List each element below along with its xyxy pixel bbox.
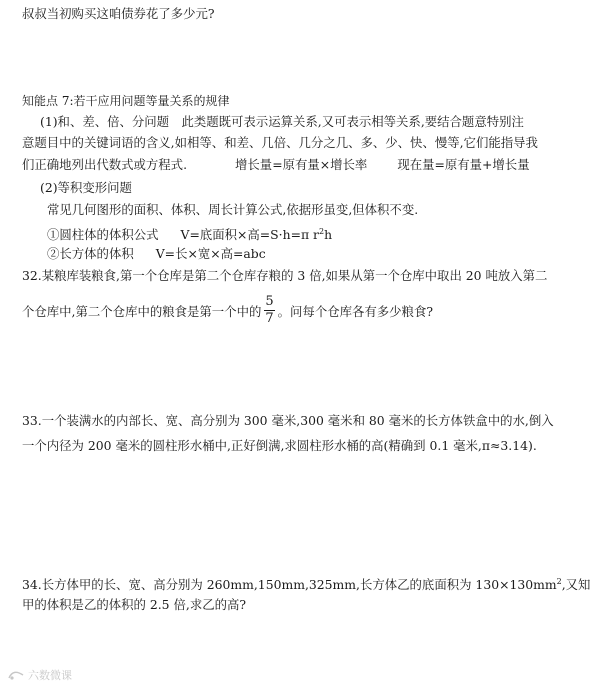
question-34-line1: 34.长方体甲的长、宽、高分别为 260mm,150mm,325mm,长方体乙的底面积为 $130\times 130mm^2$,又知 xyxy=(22,577,590,593)
knowledge-point-7-title: 知能点 7:若干应用问题等量关系的规律 xyxy=(22,94,230,108)
kp7-para1-line3 xyxy=(22,157,530,173)
kp7-para1-line3-text: 们正确地列出代数式或方程式. xyxy=(22,157,188,172)
cylinder-volume-row xyxy=(47,224,332,243)
kp7-para1-line2: 意题目中的关键词语的含义,如相等、和差、几倍、几分之几、多、少、快、慢等,它们能指导我 xyxy=(22,135,538,150)
cuboid-volume-label: ②长方体的体积 xyxy=(47,246,134,261)
cylinder-volume-label: ①圆柱体的体积公式 xyxy=(47,227,159,243)
question-34-line2: 甲的体积是乙的体积的 2.5 倍,求乙的高? xyxy=(22,597,247,612)
question-32-line2: 个仓库中,第二个仓库中的粮食是第一个中的 $\frac{5}{7}$ 。问每个仓库各有多少粮食? xyxy=(22,294,433,326)
kp7-para1-line1: (1)和、差、倍、分问题 此类题既可表示运算关系,又可表示相等关系,要结合题意特别注 xyxy=(40,114,524,129)
watermark xyxy=(8,667,72,683)
watermark-text: 六数微课 xyxy=(28,669,72,682)
cylinder-volume-formula: V=底面积×高=S·h=π $r^2h$ xyxy=(180,227,333,243)
formula-growth: 增长量=原有量×增长率 xyxy=(235,157,368,172)
question-33-line2: 一个内径为 200 毫米的圆柱形水桶中,正好倒满,求圆柱形水桶的高(精确到 0.1 毫米,π≈3.14). xyxy=(22,438,537,453)
cuboid-volume-formula: V=长×宽×高=abc xyxy=(155,246,266,261)
question-33-line1: 33.一个装满水的内部长、宽、高分别为 300 毫米,300 毫米和 80 毫米的长方体铁盒中的水,倒入 xyxy=(22,413,554,428)
watermark-logo-icon xyxy=(8,669,24,681)
kp7-sub2-title: (2)等积变形问题 xyxy=(40,180,132,195)
formula-current: 现在量=原有量+增长量 xyxy=(397,157,530,172)
question-31-tail: 叔叔当初购买这咱债券花了多少元? xyxy=(22,6,215,21)
question-32-line1: 32.某粮库装粮食,第一个仓库是第二个仓库存粮的 3 倍,如果从第一个仓库中取出 20 吨放入第二 xyxy=(22,268,548,283)
fraction-five-sevenths: $\frac{5}{7}$ xyxy=(265,294,274,326)
kp7-sub2-description: 常见几何图形的面积、体积、周长计算公式,依据形虽变,但体积不变. xyxy=(47,202,419,217)
cuboid-volume-row xyxy=(47,246,266,262)
